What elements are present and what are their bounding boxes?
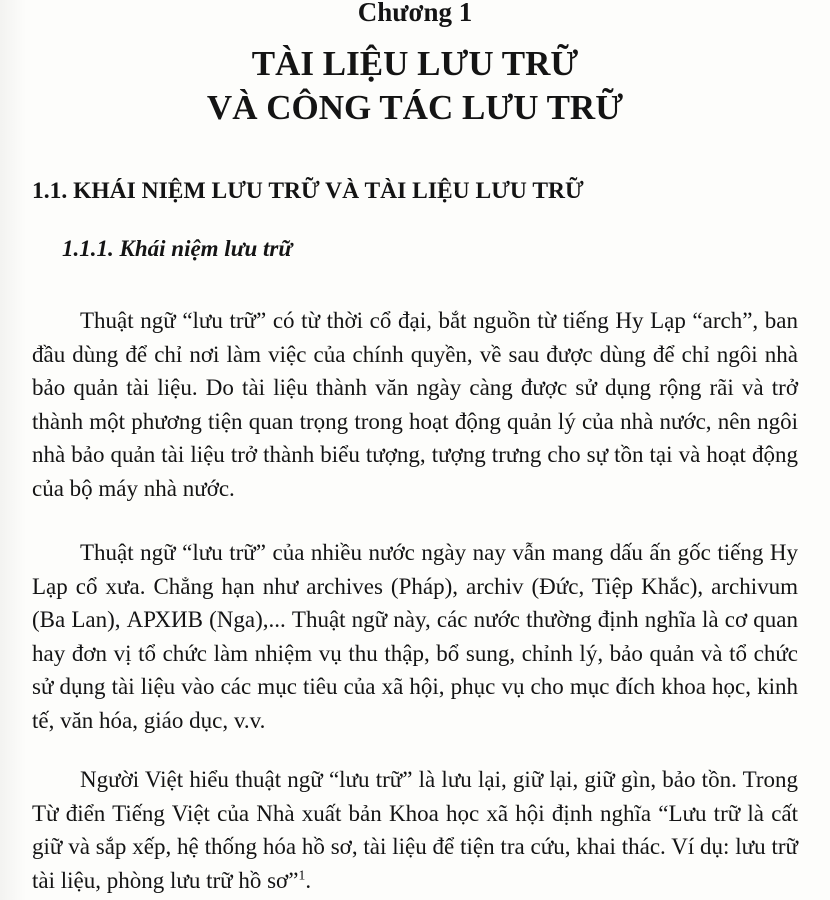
chapter-title-line-2: VÀ CÔNG TÁC LƯU TRỮ <box>206 88 624 127</box>
footnote-marker: 1 <box>298 867 306 883</box>
chapter-title-line-1: TÀI LIỆU LƯU TRỮ <box>251 44 579 83</box>
paragraph-1: Thuật ngữ “lưu trữ” có từ thời cổ đại, bắt nguồn từ tiếng Hy Lạp “arch”, ban đầu dùng để chỉ nơi làm việc của chính quyền, về sau được dùng để chỉ ngôi nhà bảo quản tài liệu. Do tài liệu thành văn ngày càng được sử dụng rộng rãi và trở thành một phương tiện quan trọng trong hoạt động quản lý của nhà nước, nên ngôi nhà bảo quản tài liệu trở thành biểu tượng, tượng trưng cho sự tồn tại và hoạt động của bộ máy nhà nước. <box>32 308 798 501</box>
paragraph-3 <box>32 763 798 897</box>
subsection-heading: 1.1.1. Khái niệm lưu trữ <box>62 236 293 261</box>
paragraph-3-period: . <box>305 867 312 893</box>
paragraph-3-text: Người Việt hiểu thuật ngữ “lưu trữ” là lưu lại, giữ lại, giữ gìn, bảo tồn. Trong Từ điển Tiếng Việt của Nhà xuất bản Khoa học xã hội định nghĩa “Lưu trữ là cất giữ và sắp xếp, hệ thống hóa hồ sơ, tài liệu để tiện tra cứu, khai thác. Ví dụ: lưu trữ tài liệu, phòng lưu trữ hồ sơ” <box>32 767 798 893</box>
scan-shadow-edge <box>0 0 26 900</box>
paragraph-2: Thuật ngữ “lưu trữ” của nhiều nước ngày nay vẫn mang dấu ấn gốc tiếng Hy Lạp cổ xưa. Chẳng hạn như archives (Pháp), archiv (Đức, Tiệp Khắc), archivum (Ba Lan), АРХИВ (Nga),... Thuật ngữ này, các nước thường định nghĩa là cơ quan hay đơn vị tổ chức làm nhiệm vụ thu thập, bổ sung, chỉnh lý, bảo quản và tổ chức sử dụng tài liệu vào các mục tiêu của xã hội, phục vụ cho mục đích khoa học, kinh tế, văn hóa, giáo dục, v.v. <box>32 540 798 733</box>
chapter-title <box>0 42 830 130</box>
chapter-label: Chương 1 <box>357 0 473 27</box>
section-heading: 1.1. KHÁI NIỆM LƯU TRỮ VÀ TÀI LIỆU LƯU TRỮ <box>32 178 584 204</box>
